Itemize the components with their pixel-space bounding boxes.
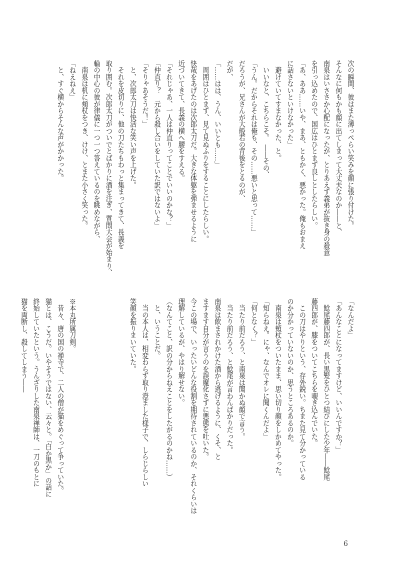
text-column: 理解しているが、やはり解せない。 xyxy=(176,298,185,406)
text-column: 近づいてきて、長義の横へ腰をすえる。 xyxy=(176,60,185,182)
text-column: を引っ込めたので、国広はひとまず良しとしたらしい。 xyxy=(309,60,318,229)
text-column: 南泉は頬杖をついたまま、思い切り顔をしかめてやった。 xyxy=(273,298,282,481)
text-column: 「あ、ああ……いや、まあ、ともかく、悪かった。俺もおまえ xyxy=(297,60,306,249)
text-column: 「うん。だからそれは俺も、その……悪いと思って……」 xyxy=(249,60,258,236)
text-column: いいなと、こちらこそ。 ――その、 xyxy=(261,60,270,179)
text-column: と、いうことだ。 xyxy=(152,298,161,359)
text-column: それを皮切りに、他の刀たちもわっと集まってきて、長義を xyxy=(116,60,125,249)
text-column: 輪の中心の彼が律儀に一つ一つ答えているのを眺めながら、 xyxy=(92,60,101,243)
text-column xyxy=(102,298,114,518)
text-column: 笑顔を振りまいていた。 xyxy=(128,298,137,373)
text-column: 快哉をあげたのは次郎太刀だ。大きな体躯を弾ませるように xyxy=(188,60,197,243)
text-column: 次の瞬間、彼はまた薄っぺらい笑みを顔に張り付けた。 xyxy=(346,60,354,229)
text-column: この刀はやりという、存外鋭い。ちまた見て分かっている xyxy=(297,298,306,481)
text-column: （なんてこと、訳の分からねえことをしたがるのかね……） xyxy=(164,298,173,481)
text-column: 当の本人は、相変わらず取り澄ました様子で、しらじらしい xyxy=(140,298,149,487)
text-column: と、次郎太刀は快活な笑い声を上げた。 xyxy=(128,60,137,189)
text-column: だが、 xyxy=(225,60,234,81)
text-block-top xyxy=(44,60,356,282)
text-column: だろうが、兄さんが大般若の背後をとるのが、 xyxy=(237,60,246,202)
text-column: 「何となく？」 xyxy=(249,298,258,346)
text-column: 今この場で、いったいどんな役割を期待されているのか、それくらいは xyxy=(188,298,197,514)
text-column: 「なんだよ」 xyxy=(346,298,354,339)
text-column: 周囲はひとまず、見て見ぬふりをすることにしたらしい。 xyxy=(200,60,209,243)
page-number: 6 xyxy=(343,540,348,548)
text-column: 「……はは、うん、いいとも……」 xyxy=(212,60,221,168)
text-column: 「それじゃあ、一人は仲直りってことでいいのかな？」 xyxy=(164,60,173,229)
text-column: 南泉は飲まされかけた酒から逃げるように、くそ、と xyxy=(212,298,221,460)
text-column: 「ねえねえ」 xyxy=(67,60,76,101)
text-column xyxy=(78,298,90,518)
text-column: 当たり前だろう、と鯰尾が言わんばかりだった。 xyxy=(225,298,234,454)
text-column xyxy=(90,298,102,518)
text-column: ※本丸所属刀剣。 xyxy=(67,298,76,352)
text-column: 終始していたという。うんざりした南泉禅師は、一刀のもとに xyxy=(31,298,40,487)
text-column: 「そりゃあそうだ！」 xyxy=(140,60,149,128)
text-column: と、すぐ横からそんな声がかかった。 xyxy=(55,60,64,182)
text-block-bottom xyxy=(19,298,356,518)
text-column: ますます自分が言うのを誤魔化さずに悪態を吐いた。 xyxy=(200,298,209,460)
text-column: 「仲直り？ 元から殺し合いをしていた訳ではないよ」 xyxy=(152,60,161,229)
text-column: 南泉はいささか心配になったが、とりあえず義弟が抜き身の殺意 xyxy=(321,60,330,256)
text-column: 南泉は机に頬杖をつき、けけ、とまた小さく笑った。 xyxy=(79,60,88,229)
text-column: 昔々、唐の国の禅寺で、二人の僧が猫をめぐって争っていた。 xyxy=(55,298,64,494)
text-column: 鯰尾藤四郎が、長い黒髪をひとつ結びにした少年――鯰尾 xyxy=(321,298,330,481)
text-column: に話さないといけなかった」 xyxy=(285,60,294,148)
text-column: 「知らねえ。にゃ、なんでオレに聞くんだよ」 xyxy=(261,298,270,440)
text-column: 「あんなことになってますけど、いいんですか？」 xyxy=(333,298,342,454)
text-column: 避けていてすまなかった、と。 xyxy=(273,60,282,162)
text-column: 藤四郎が、膝をついてこちらを覗き込んでいた。 xyxy=(309,298,318,447)
text-column: そんなに何もかも顔に出てしまって大丈夫なのか――と、 xyxy=(333,60,342,236)
text-column xyxy=(114,298,126,518)
text-column: 当たり前だろう、と南泉は聞かぬ顔で言う。 xyxy=(237,298,246,440)
text-column: 猫とは、こうだ。いやそうではない、云々と。「白か黒か」の話に xyxy=(43,298,52,498)
text-column: のか分かっていないのか、思うところあるのか。 xyxy=(285,298,294,447)
text-column: 猫を両断し、殺してしまう―― xyxy=(19,298,28,393)
text-column: 取り囲む。次郎太刀がついでとばかりに酒を注ぎ、質問大会が始まり、 xyxy=(104,60,113,276)
